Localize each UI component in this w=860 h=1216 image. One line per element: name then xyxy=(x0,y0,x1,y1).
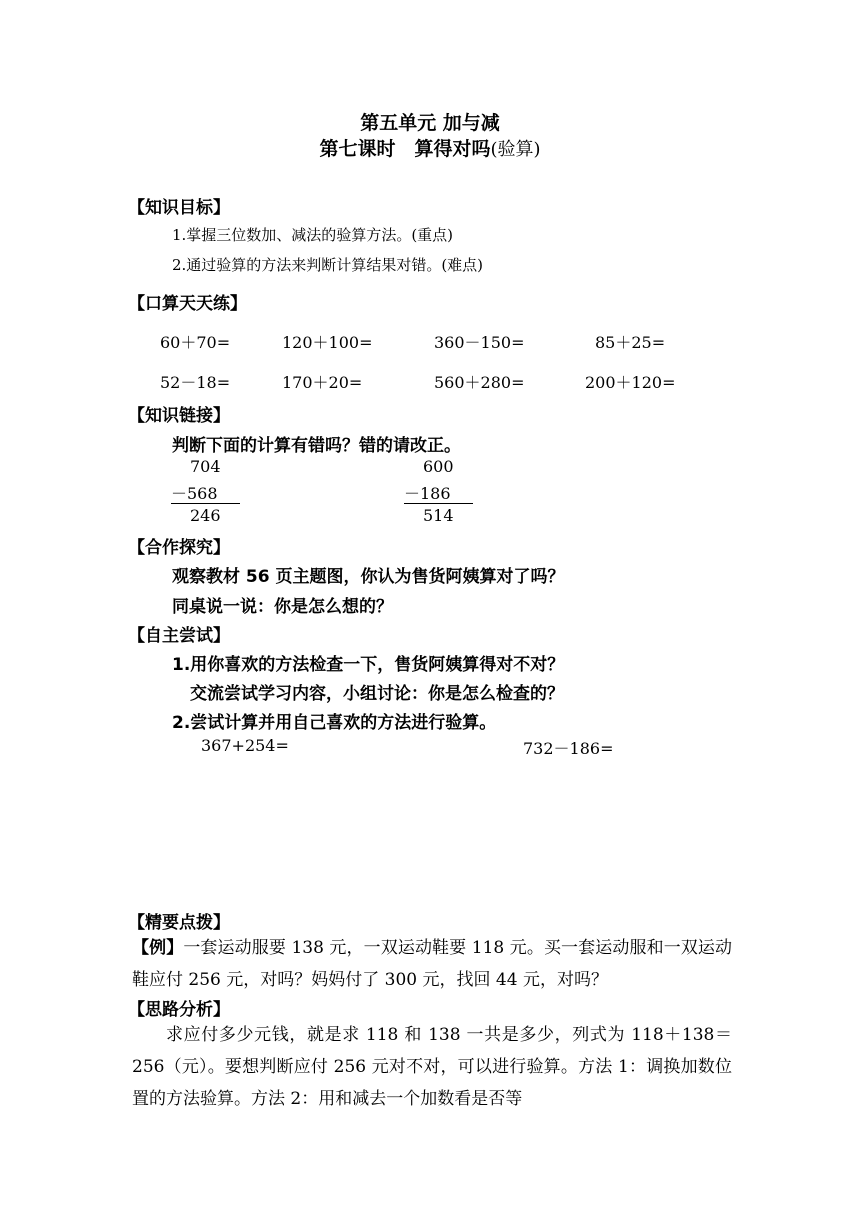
goal-item-2: 2.通过验算的方法来判断计算结果对错。(难点) xyxy=(172,256,484,274)
oral-item: 560＋280= xyxy=(434,373,525,392)
tips-heading: 【精要点拨】 xyxy=(128,913,230,933)
oral-item: 170＋20= xyxy=(282,373,363,392)
goal-item-1: 1.掌握三位数加、减法的验算方法。(重点) xyxy=(172,226,454,244)
oral-item: 60＋70= xyxy=(160,333,231,352)
goals-heading: 【知识目标】 xyxy=(128,198,230,218)
explore-line-1: 观察教材 56 页主题图，你认为售货阿姨算对了吗？ xyxy=(172,567,565,587)
analysis-text: 求应付多少元钱，就是求 118 和 138 一共是多少，列式为 118＋138＝256（元）。要想判断应付 256 元对不对，可以进行验算。方法 1：调换加数位置的方法验算。方法 2：用和减去一个加数看是否等 xyxy=(132,1025,732,1109)
calc2-result: 514 xyxy=(423,506,454,525)
lesson-title xyxy=(0,134,860,161)
calc1-operand-text: －568 xyxy=(171,484,240,504)
try-line-3: 2.尝试计算并用自己喜欢的方法进行验算。 xyxy=(172,713,497,733)
oral-item: 120＋100= xyxy=(282,333,373,352)
calc1-result: 246 xyxy=(190,506,221,525)
try-line-1: 1.用你喜欢的方法检查一下，售货阿姨算得对不对？ xyxy=(172,655,565,675)
explore-line-2: 同桌说一说：你是怎么想的？ xyxy=(172,597,393,617)
example-label: 【例】 xyxy=(132,938,184,958)
oral-item: 200＋120= xyxy=(585,373,676,392)
calc2-operand-text: －186 xyxy=(404,484,473,504)
explore-heading: 【合作探究】 xyxy=(128,538,230,558)
calc2-top: 600 xyxy=(423,457,454,476)
calc1-top: 704 xyxy=(190,457,221,476)
calc1-operand xyxy=(171,481,240,504)
oral-heading: 【口算天天练】 xyxy=(128,294,247,314)
example-paragraph xyxy=(132,932,732,996)
link-heading: 【知识链接】 xyxy=(128,406,230,426)
calc2-operand xyxy=(404,481,473,504)
link-prompt: 判断下面的计算有错吗？错的请改正。 xyxy=(172,436,461,456)
try-line-2: 交流尝试学习内容，小组讨论：你是怎么检查的？ xyxy=(190,684,564,704)
lesson-title-main: 第七课时 算得对吗 xyxy=(319,138,491,160)
try-expr-1: 367+254= xyxy=(201,736,289,755)
oral-item: 85＋25= xyxy=(595,333,666,352)
unit-title: 第五单元 加与减 xyxy=(360,112,500,134)
try-heading: 【自主尝试】 xyxy=(128,626,230,646)
try-expr-2: 732－186= xyxy=(523,739,614,758)
oral-item: 52－18= xyxy=(160,373,231,392)
oral-item: 360－150= xyxy=(434,333,525,352)
example-text: 一套运动服要 138 元，一双运动鞋要 118 元。买一套运动服和一双运动鞋应付 256 元，对吗？妈妈付了 300 元，找回 44 元，对吗？ xyxy=(132,938,733,990)
lesson-title-sub: (验算) xyxy=(490,139,541,160)
analysis-heading: 【思路分析】 xyxy=(128,1000,230,1020)
